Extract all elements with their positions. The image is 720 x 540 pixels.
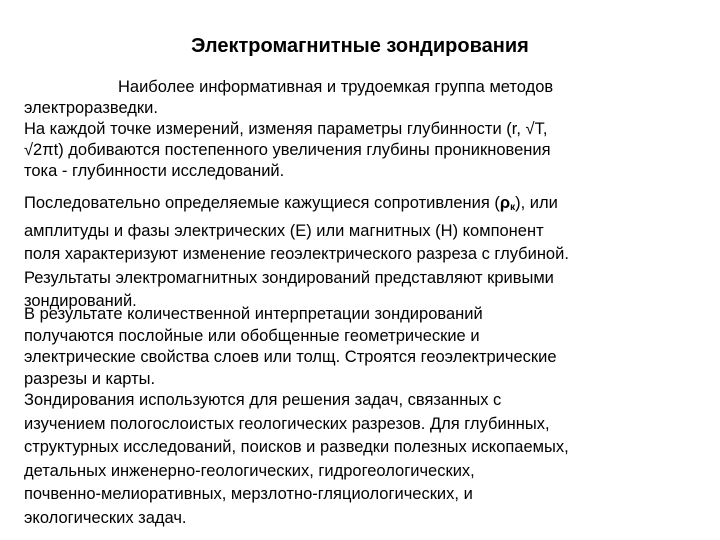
- text-line: На каждой точке измерений, изменяя параметры глубинности (r, √T,: [24, 120, 548, 138]
- text-line: электрические свойства слоев или толщ. Строятся геоэлектрические: [24, 348, 557, 366]
- text-line: зондирований.: [24, 292, 137, 310]
- paragraph-interpretation: [24, 304, 704, 390]
- text-line: экологических задач.: [24, 508, 187, 527]
- text-line: тока - глубинности исследований.: [24, 162, 285, 180]
- text-line: поля характеризуют изменение геоэлектрического разреза с глубиной.: [24, 245, 569, 263]
- rho-symbol: [500, 194, 515, 212]
- text-line: Результаты электромагнитных зондирований представляют кривыми: [24, 268, 554, 287]
- rho-subscript: к: [510, 202, 516, 213]
- text-line: почвенно-мелиоративных, мерзлотно-гляциологических, и: [24, 485, 473, 503]
- text-fragment: ), или: [515, 194, 558, 212]
- text-line: Зондирования используются для решения задач, связанных с: [24, 391, 502, 409]
- rho-letter: ρ: [499, 194, 511, 212]
- text-line: √2πt) добиваются постепенного увеличения глубины проникновения: [24, 141, 551, 159]
- text-line: структурных исследований, поисков и разведки полезных ископаемых,: [24, 438, 569, 456]
- text-line: разрезы и карты.: [24, 369, 156, 388]
- text-fragment: Последовательно определяемые кажущиеся сопротивления (: [24, 194, 500, 212]
- slide-title: Электромагнитные зондирования: [191, 35, 529, 57]
- text-line: изучением пологослоистых геологических разрезов. Для глубинных,: [24, 414, 550, 433]
- text-line: В результате количественной интерпретации зондирований: [24, 305, 483, 323]
- text-line: электроразведки.: [24, 99, 158, 117]
- paragraph-apparent-resistivity: [24, 192, 704, 314]
- paragraph-applications: [24, 389, 704, 530]
- paragraph-intro: [24, 77, 704, 182]
- text-line: [24, 192, 704, 220]
- text-line: детальных инженерно-геологических, гидрогеологических,: [24, 461, 475, 480]
- text-line: получаются послойные или обобщенные геометрические и: [24, 326, 480, 345]
- text-line: амплитуды и фазы электрических (Е) или магнитных (Н) компонент: [24, 221, 544, 240]
- text-line: Наиболее информативная и трудоемкая группа методов: [118, 78, 554, 96]
